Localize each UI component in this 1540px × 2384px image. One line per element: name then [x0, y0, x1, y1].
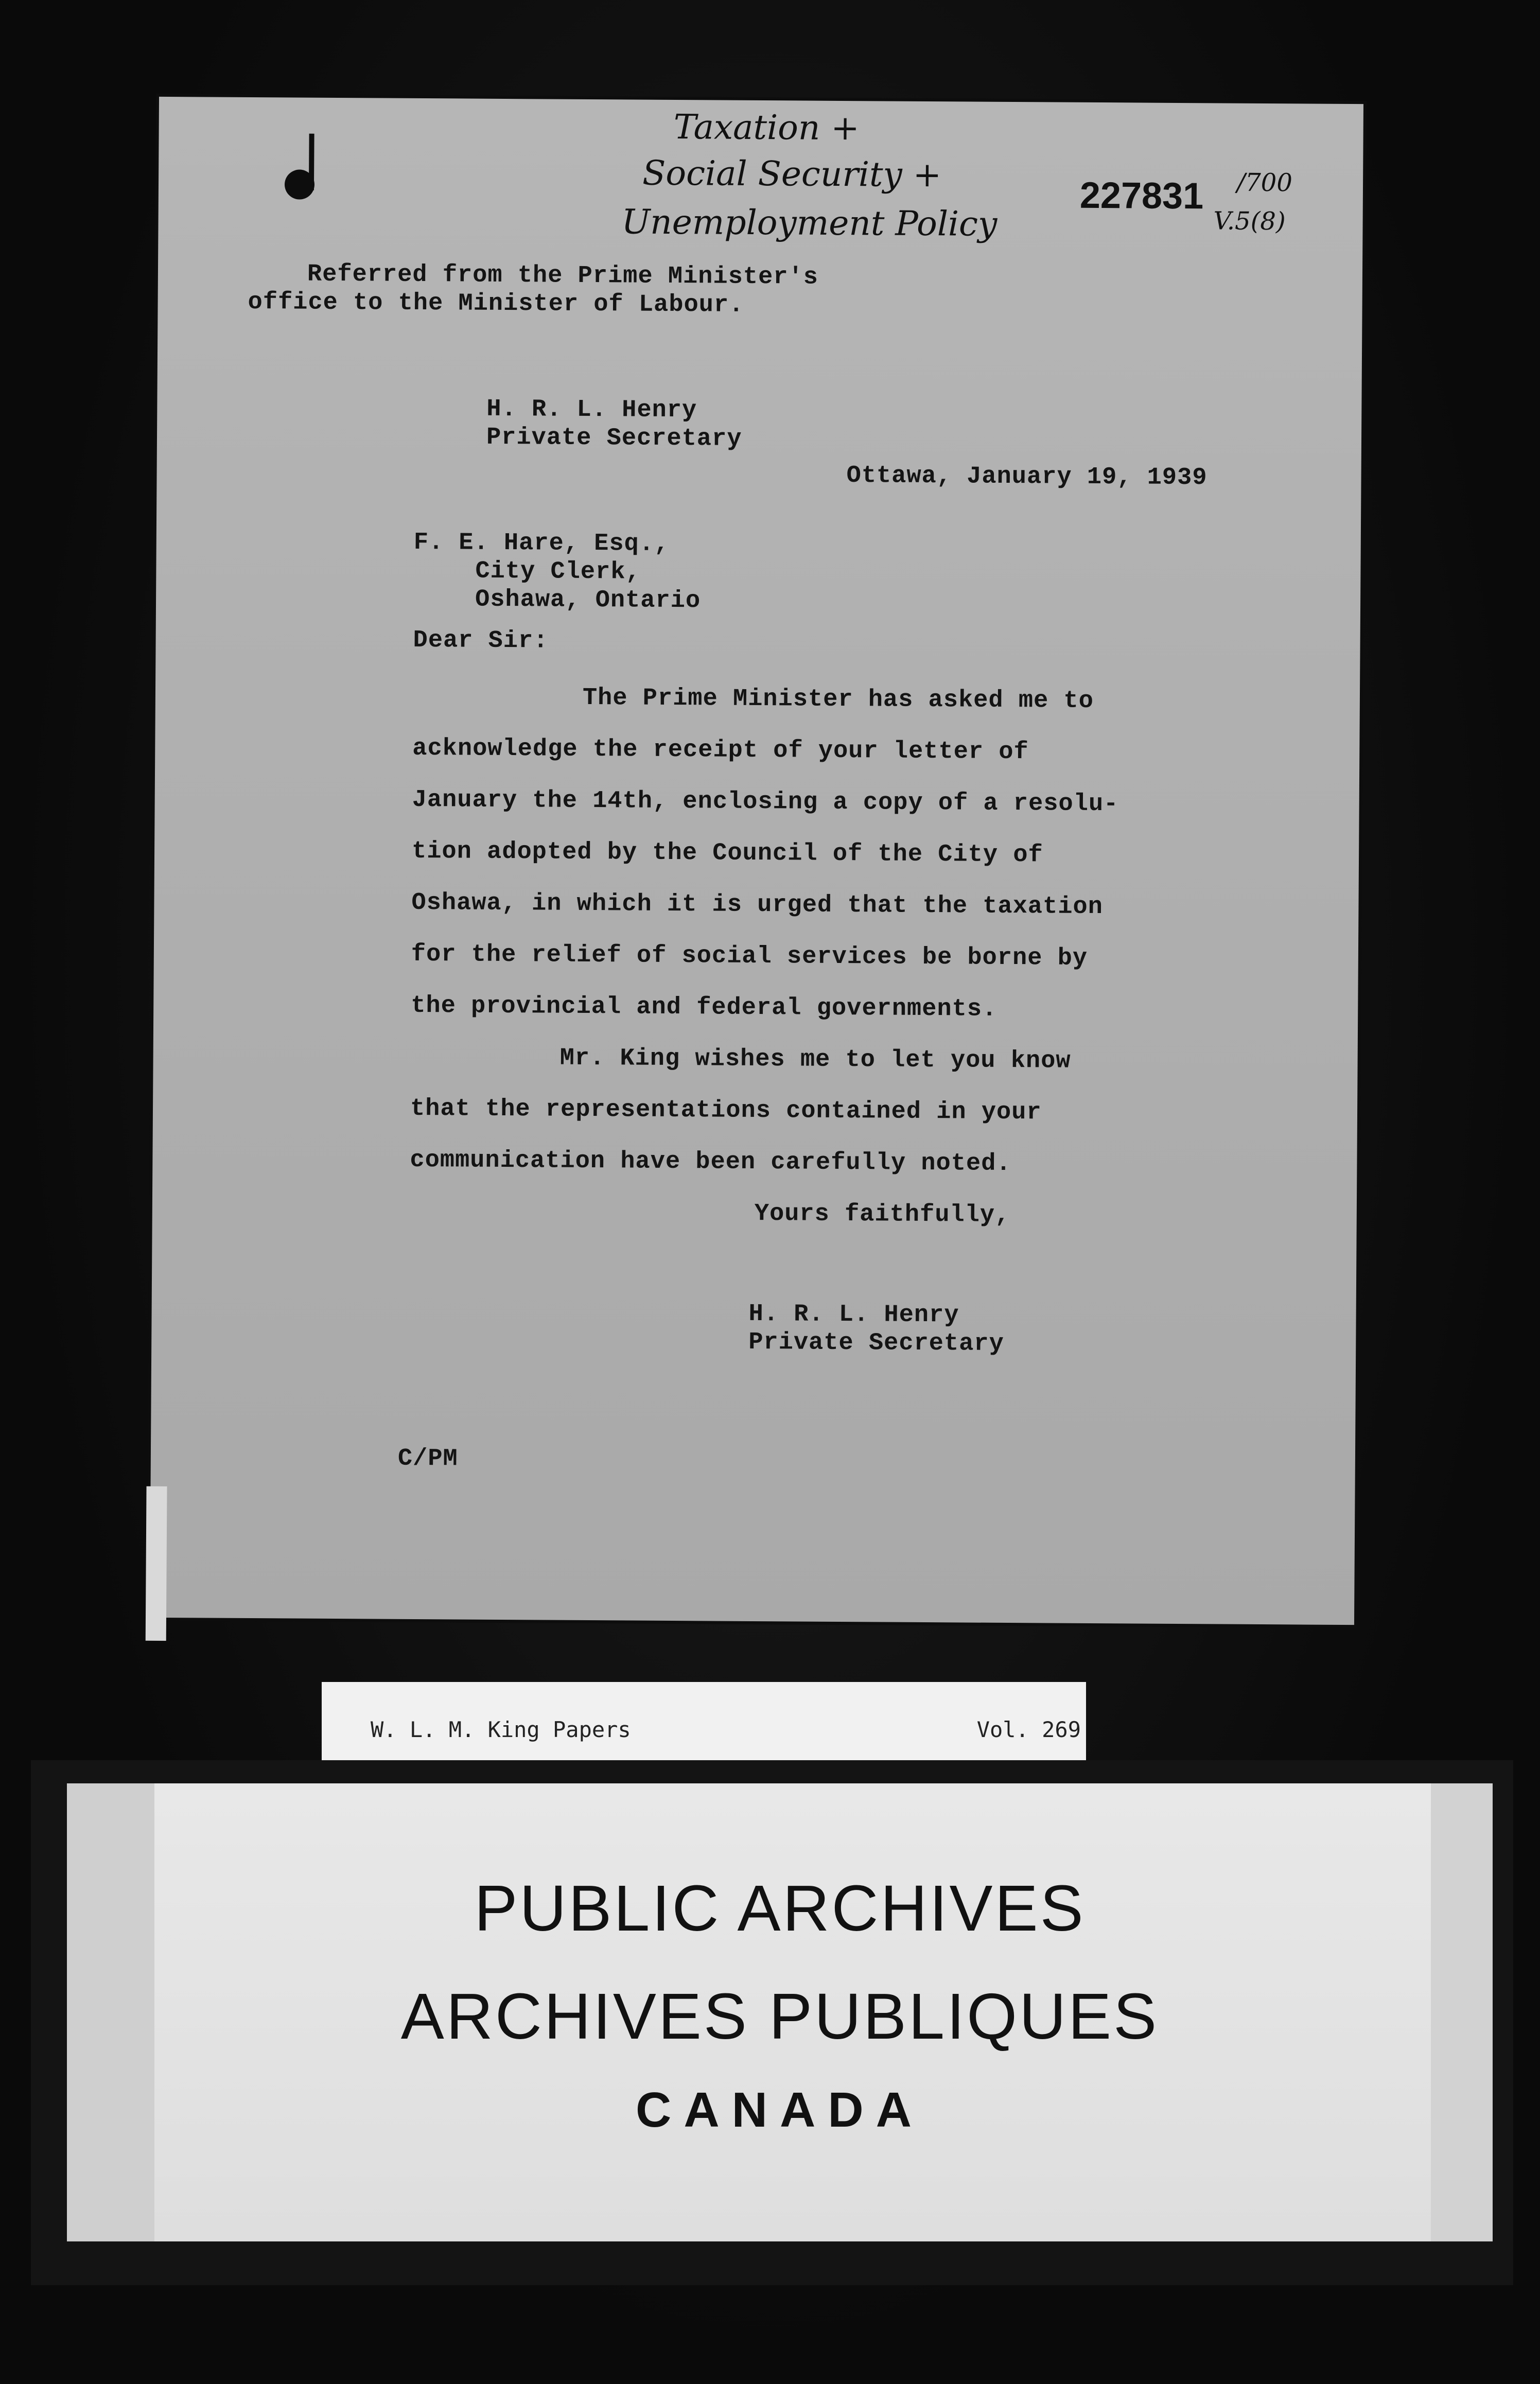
archive-title-french: ARCHIVES PUBLIQUES — [400, 1980, 1159, 2053]
body-line-3: January the 14th, enclosing a copy of a resolu- — [412, 786, 1119, 818]
body-line-2: acknowledge the receipt of your letter of — [412, 734, 1029, 766]
body-line-6: for the relief of social services be borne by — [411, 940, 1088, 972]
referral-line-2: office to the Minister of Labour. — [248, 288, 744, 319]
document-number: 227831 — [1079, 174, 1204, 217]
torn-edge — [146, 1486, 167, 1641]
recipient-location: Oshawa, Ontario — [475, 586, 701, 615]
signatory-bottom-name: H. R. L. Henry — [748, 1300, 959, 1329]
letter-page — [150, 97, 1363, 1625]
collection-name: W. L. M. King Papers — [371, 1717, 631, 1742]
letter-date: Ottawa, January 19, 1939 — [846, 462, 1207, 492]
body-line-4: tion adopted by the Council of the City of — [411, 837, 1043, 869]
handwritten-ref-1: /700 — [1236, 168, 1293, 198]
archive-title-english: PUBLIC ARCHIVES — [474, 1872, 1086, 1944]
closing: Yours faithfully, — [754, 1200, 1010, 1230]
binder-hole-icon — [285, 169, 314, 199]
body-line-1: The Prime Minister has asked me to — [582, 684, 1094, 715]
body-line-8: Mr. King wishes me to let you know — [559, 1044, 1071, 1075]
archive-card — [67, 1783, 1493, 2241]
handwritten-note-3: Unemployment Policy — [621, 202, 997, 244]
recipient-title: City Clerk, — [475, 557, 641, 586]
referral-line-1: Referred from the Prime Minister's — [307, 260, 819, 291]
handwritten-note-2: Social Security + — [642, 153, 942, 195]
body-line-7: the provincial and federal governments. — [411, 992, 997, 1023]
body-line-9: that the representations contained in your — [410, 1095, 1042, 1127]
body-line-5: Oshawa, in which it is urged that the taxation — [411, 889, 1104, 921]
handwritten-note-1: Taxation + — [673, 107, 860, 148]
recipient-name: F. E. Hare, Esq., — [413, 529, 670, 558]
body-line-10: communication have been carefully noted. — [410, 1146, 1011, 1178]
archive-country: CANADA — [636, 2082, 924, 2137]
signatory-top-name: H. R. L. Henry — [486, 395, 697, 425]
volume-number: Vol. 269 — [976, 1717, 1081, 1742]
typist-initials: C/PM — [397, 1445, 458, 1473]
signatory-top-title: Private Secretary — [486, 424, 742, 453]
salutation: Dear Sir: — [413, 626, 549, 655]
signatory-bottom-title: Private Secretary — [748, 1328, 1004, 1358]
handwritten-ref-2: V.5(8) — [1213, 206, 1286, 236]
